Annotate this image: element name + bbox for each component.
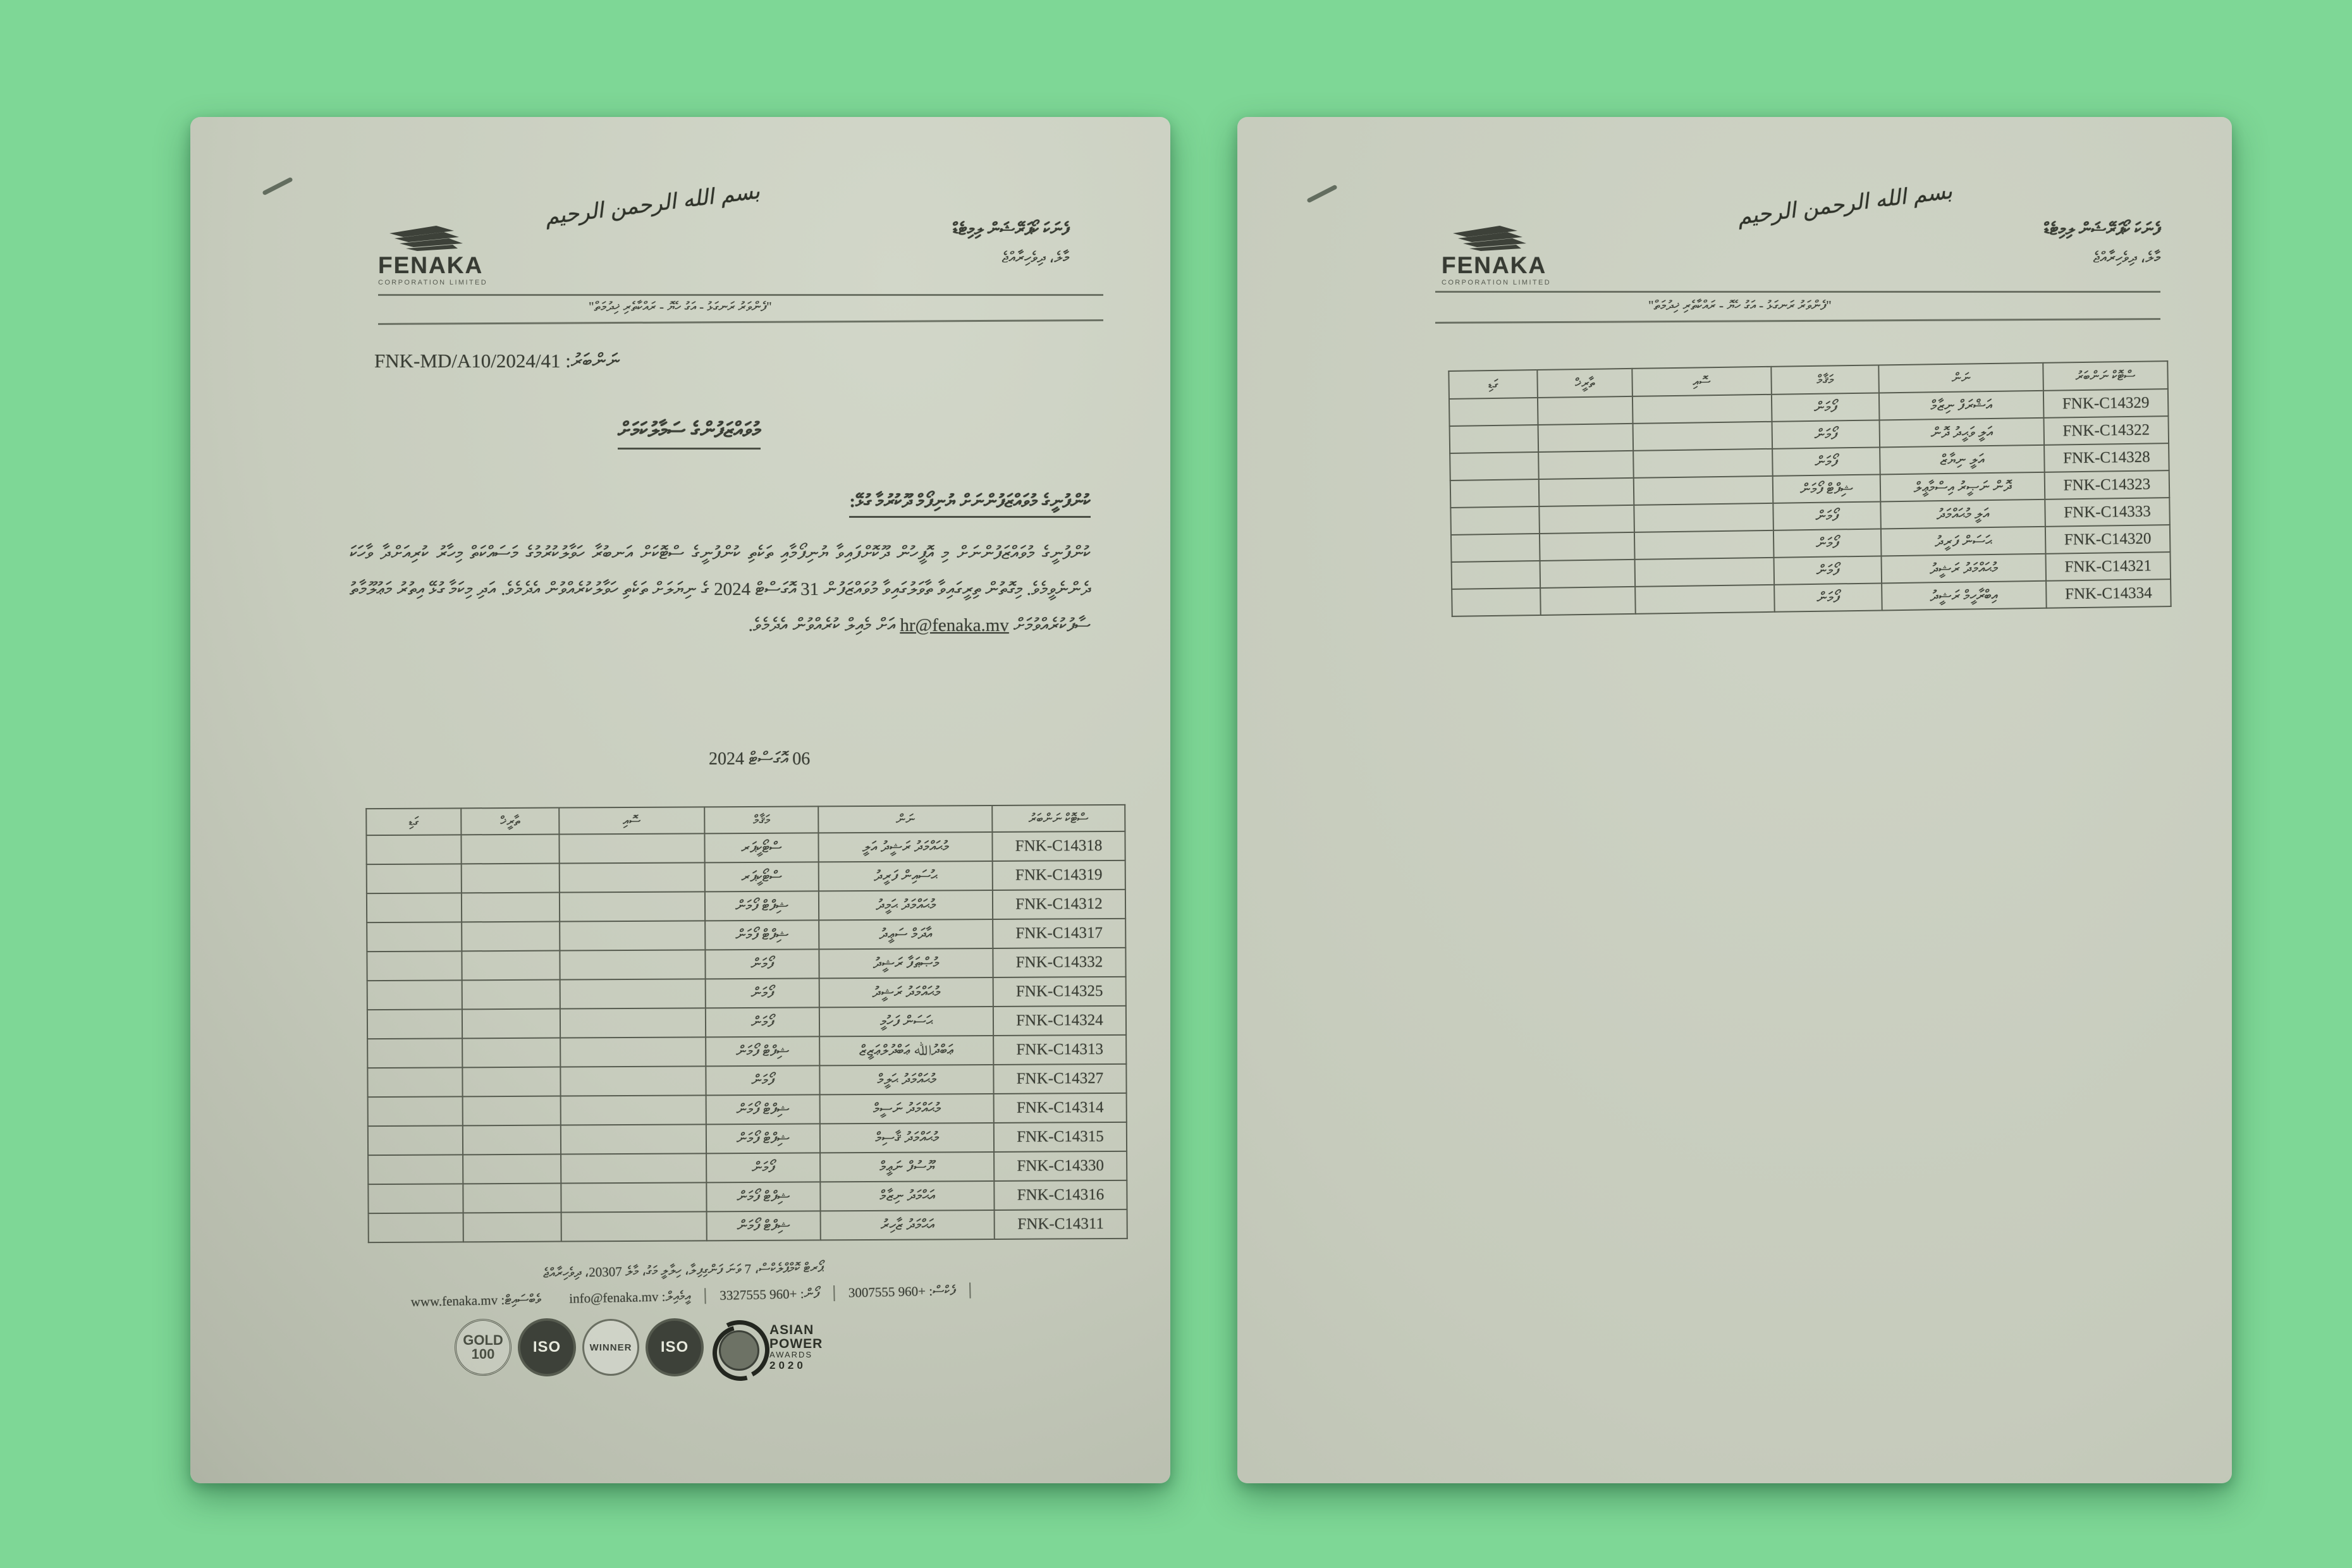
signature-cell (1632, 395, 1772, 424)
date-cell (1539, 478, 1634, 506)
stock-number-cell: FNK-C14320 (2045, 525, 2171, 554)
time-cell (367, 1067, 462, 1097)
date-cell (462, 922, 560, 952)
date-cell (463, 1096, 561, 1126)
iso-badge-2 (646, 1318, 704, 1376)
winner-label: WINNER (589, 1342, 632, 1353)
table-row (367, 1064, 1126, 1097)
name-cell: މުޙައްމަދު ޙަލީމް (819, 1065, 993, 1094)
time-cell (367, 1038, 462, 1068)
stock-table-page2 (1448, 360, 2171, 617)
name-cell: މުޙައްމަދު ޤާސިމް (820, 1123, 994, 1153)
asian-power-awards-logo (710, 1320, 823, 1375)
date-cell (1540, 532, 1635, 561)
date-cell (1539, 505, 1634, 534)
name-cell: އަޙްމަދު ނިޒާމް (820, 1181, 994, 1211)
name-cell: އަޙްމަދު ޒާހިރު (821, 1210, 995, 1240)
letterhead-right (804, 219, 1069, 267)
time-cell (366, 835, 461, 864)
time-cell (1450, 452, 1539, 481)
table-header-cell: ތާރީޚް (461, 808, 559, 835)
fenaka-logo-text: FENAKA (378, 252, 484, 278)
signature-cell (561, 1211, 707, 1241)
pen-mark (1306, 185, 1338, 204)
date-cell (1538, 396, 1633, 425)
footer-address: ޕޯރޓް ކޮމްޕްލެކްސް، 7 ވަނަ ފަންގިފިލާ، ހިލާލީ މަގު، މާލެ 20307، ދިވެހިރާއްޖެ (542, 1259, 824, 1281)
footer-contacts (304, 1280, 1063, 1312)
signature-cell (1635, 558, 1775, 587)
stock-number-cell: FNK-C14313 (993, 1035, 1126, 1065)
asian-power-globe-icon (710, 1320, 764, 1375)
fenaka-logo (378, 224, 498, 286)
header-rule-top (378, 294, 1103, 296)
position-cell: ސްޓޯކީޕަރ (705, 862, 819, 891)
stock-number-cell: FNK-C14333 (2045, 498, 2170, 527)
iso-label-2: ISO (660, 1338, 689, 1356)
date-cell (463, 1155, 561, 1184)
position-cell: ފޯމަން (1773, 501, 1881, 530)
company-city-thaana: މާލެ، ދިވެހިރާއްޖެ (1001, 250, 1069, 266)
date-cell (462, 1038, 560, 1068)
stock-number-cell: FNK-C14334 (2046, 579, 2171, 608)
name-cell: އަޝްރަފް ނިޒާމް (1879, 391, 2044, 420)
table-header-cell: މަޤާމް (1771, 365, 1879, 394)
time-cell (367, 1009, 462, 1039)
signature-cell (560, 1008, 706, 1038)
time-cell (1450, 479, 1540, 508)
signature-cell (560, 1037, 706, 1067)
signature-cell (1633, 422, 1773, 451)
scanned-page-2 (1237, 117, 2232, 1483)
table-header-cell: ގަޑި (1449, 370, 1538, 399)
signature-cell (560, 862, 705, 892)
signature-cell (560, 979, 706, 1008)
date-cell (462, 1067, 560, 1097)
date-cell (1538, 424, 1634, 452)
name-cell: ޢަބްދުﷲ ޢަބްދުލްޢަޒީޒް (819, 1036, 993, 1065)
table-body (1449, 389, 2171, 616)
gold-100-badge (455, 1319, 511, 1376)
fenaka-wing-icon (378, 224, 473, 254)
stock-number-cell: FNK-C14327 (993, 1064, 1126, 1094)
hr-email: hr@fenaka.mv (900, 615, 1009, 635)
name-cell: މުޙައްމަދު ޙަމީދު (819, 890, 993, 920)
signature-cell (561, 1124, 706, 1154)
signature-cell (559, 833, 704, 863)
table-row (367, 1035, 1126, 1068)
table-header-cell: ނަން (1878, 363, 2043, 393)
company-motto: "ފެންވަރު ރަނގަޅު - އަގު ހެޔޮ - ރައްކާތެރި ޚިދުމަތް" (1648, 298, 1832, 313)
time-cell (368, 1184, 463, 1213)
reference-label: ނަންބަރު: (565, 350, 620, 372)
table-row (367, 919, 1125, 952)
name-cell: އަލީ މުޙައްމަދު (1880, 499, 2045, 529)
table-header-cell: ސްޓޮކް ނަންބަރު (2043, 361, 2168, 391)
header-rule-bottom (1435, 318, 2160, 324)
stock-number-cell: FNK-C14318 (992, 831, 1125, 861)
company-motto: "ފެންވަރު ރަނގަޅު - އަގު ހެޔޮ - ރައްކާތެރި ޚިދުމަތް" (589, 299, 772, 314)
time-cell (1451, 534, 1540, 562)
time-cell (367, 980, 462, 1010)
date-cell (462, 980, 560, 1010)
iso-badge-1 (518, 1318, 576, 1376)
stock-number-cell: FNK-C14332 (993, 948, 1125, 977)
position-cell: ޝިފްޓް ފޯމަން (705, 920, 819, 950)
position-cell: ޝިފްޓް ފޯމަން (705, 891, 819, 921)
position-cell: ޝިފްޓް ފޯމަން (1773, 474, 1881, 503)
table-header-cell: ސޮއި (1632, 367, 1772, 396)
table-row (366, 831, 1125, 864)
footer-contact-item: ވެބްސައިޓް: www.fenaka.mv (410, 1291, 542, 1310)
table-header-cell: ނަން (818, 805, 992, 833)
pen-mark (262, 177, 293, 196)
time-cell (369, 1213, 463, 1242)
position-cell: ޝިފްޓް ފޯމަން (706, 1124, 820, 1153)
time-cell (1452, 588, 1541, 616)
stock-number-cell: FNK-C14316 (994, 1180, 1127, 1210)
company-name-thaana: ފެނަކަ ކޯޕަރޭޝަން ލިމިޓެޑް (952, 219, 1069, 238)
apa-line1: ASIAN (769, 1323, 814, 1338)
fenaka-logo (1442, 224, 1562, 286)
position-cell: ފޯމަން (1772, 393, 1880, 421)
reference-line (374, 350, 620, 373)
stock-number-cell: FNK-C14325 (993, 977, 1126, 1007)
signature-cell (1634, 476, 1773, 505)
name-cell: މުޙައްމަދު ނަސީމް (820, 1094, 994, 1124)
position-cell: ސްޓޯކީޕަރ (704, 833, 818, 862)
header-rule-bottom (378, 319, 1103, 325)
fenaka-logo-subtitle: CORPORATION LIMITED (378, 279, 488, 286)
name-cell: މުޞްޠަފާ ރަޝީދު (819, 948, 993, 978)
signature-cell (560, 891, 705, 921)
name-cell: އަލީ ވަޙީދު ދޮން (1879, 418, 2044, 448)
date-cell (1540, 587, 1636, 615)
apa-year: 2020 (769, 1359, 806, 1372)
stock-number-cell: FNK-C14311 (995, 1210, 1127, 1239)
signature-cell (560, 950, 705, 979)
signature-cell (1635, 585, 1775, 614)
table-row (368, 1122, 1127, 1155)
stock-number-cell: FNK-C14330 (994, 1151, 1127, 1181)
table-header-cell: ގަޑި (366, 808, 461, 835)
fenaka-wing-icon (1442, 224, 1536, 254)
header-rule-top (1435, 291, 2160, 293)
letterhead-right (1895, 219, 2160, 267)
position-cell: ފޯމަން (1774, 583, 1882, 611)
time-cell (367, 951, 462, 981)
position-cell: ފޯމަން (1772, 420, 1880, 448)
position-cell: ފޯމަން (1773, 529, 1882, 557)
bismillah-calligraphy: بسم الله الرحمن الرحيم (543, 178, 761, 230)
table-row (367, 890, 1125, 922)
footer (303, 1254, 1063, 1312)
stock-number-cell: FNK-C14323 (2045, 470, 2170, 499)
body-text-1: ކުންފުނީގެ މުވައްޒަފުންނަށް މި އޮފީހުން ދޫކޮށްފައިވާ ޔުނިފޯމާއި ތަކެތި ކުންފުނީގެ ސްޓޮކަށް އަނބުރާ ހަވާލުކުރުމުގެ މަސައްކަތް މިހާރު ކުރިއަށްދާ ވާހަކަ ދެންނެވީމެވެ. މިގޮތުން ތިރީގައިވާ ތާވަލުގައިވާ މުވައްޒަފުން 31 އޮގަސްޓް 2024 ގެ ނިޔަލަށް ތަކެތި ހަވާލުކުރެއްވުން އެދެމެވެ. އަދި މިކަމާ ގުޅޭ އިތުރު މަޢުލޫމާތު ސާފުކުރެއްވުމަށް (350, 543, 1091, 635)
time-cell (367, 922, 462, 952)
position-cell: ފޯމަން (1774, 556, 1882, 584)
signature-cell (561, 1182, 706, 1212)
stock-number-cell: FNK-C14328 (2044, 443, 2169, 472)
date-cell (463, 1125, 561, 1155)
name-cell: ޙުސައިން ފަރީދު (819, 861, 993, 891)
date-cell (461, 835, 559, 864)
time-cell (368, 1155, 463, 1184)
stock-number-cell: FNK-C14319 (993, 861, 1125, 890)
table-header-cell: މަޤާމް (704, 806, 818, 833)
body-text-2: އަށް މެއިލް ކުރެއްވުން އެދެމެވެ. (748, 615, 896, 635)
position-cell: ފޯމަން (706, 1007, 819, 1037)
position-cell: ފޯމަން (706, 1065, 819, 1095)
footer-contact-item: ފޯން: +960 3327555 (706, 1285, 835, 1304)
document-date: 06 އޮގަސްޓް 2024 (709, 749, 811, 769)
stock-number-cell: FNK-C14324 (993, 1006, 1126, 1036)
table-row (367, 948, 1125, 981)
stock-number-cell: FNK-C14314 (994, 1093, 1127, 1123)
position-cell: ޝިފްޓް ފޯމަން (706, 1182, 820, 1211)
time-cell (1450, 506, 1540, 535)
position-cell: ފޯމަން (1772, 447, 1880, 475)
stock-number-cell: FNK-C14329 (2043, 389, 2169, 418)
bismillah-calligraphy: بسم الله الرحمن الرحيم (1736, 178, 1954, 230)
name-cell: ޙަސަން ފަހުމީ (819, 1007, 993, 1036)
table-row (368, 1093, 1127, 1126)
table-header-cell: ސޮއި (559, 807, 704, 834)
position-cell: ފޯމަން (706, 978, 819, 1008)
name-cell: ޔޫސުފް ނަޢީމް (820, 1152, 994, 1182)
date-cell (462, 951, 560, 981)
reference-number: FNK-MD/A10/2024/41 (374, 350, 561, 372)
table-row (369, 1210, 1127, 1242)
name-cell: އަލީ ނިޔާޒް (1880, 445, 2045, 475)
name-cell: މުޙައްމަދު ރަޝީދު (819, 977, 993, 1007)
date-cell (463, 1213, 561, 1242)
name-cell: ޙަސަން ފަރީދު (1881, 527, 2046, 556)
company-name-thaana: ފެނަކަ ކޯޕަރޭޝަން ލިމިޓެޑް (2043, 219, 2160, 238)
table-header-row (366, 805, 1125, 835)
time-cell (368, 1125, 463, 1155)
time-cell (1450, 425, 1539, 453)
table-row (367, 861, 1125, 893)
table-header-cell: ތާރީޚް (1537, 369, 1632, 398)
signature-cell (1634, 503, 1773, 532)
footer-contact-item: އީމެއިލް: info@fenaka.mv (555, 1288, 706, 1307)
signature-cell (560, 1066, 706, 1096)
position-cell: ޝިފްޓް ފޯމަން (707, 1211, 821, 1240)
scanned-page-1 (190, 117, 1170, 1483)
time-cell (1452, 561, 1541, 589)
table-row (368, 1180, 1127, 1213)
award-badges (455, 1318, 823, 1376)
winner-badge (582, 1319, 639, 1376)
table-header-cell: ސްޓޮކް ނަންބަރު (992, 805, 1125, 832)
table-row (367, 977, 1126, 1010)
subject-line: ކުންފުނީގެ މުވައްޒަފުންނަށް ޔުނިފޯމް ދޫކުރުމާ ގުޅޭ: (849, 491, 1091, 518)
fenaka-logo-text: FENAKA (1442, 252, 1547, 278)
time-cell (367, 893, 462, 922)
stock-number-cell: FNK-C14317 (993, 919, 1125, 948)
date-cell (1540, 560, 1636, 588)
document-title: މުވައްޒަފުންގެ ސަމާލުކަމަށް (618, 419, 761, 450)
gold-100-label-bottom: 100 (471, 1346, 495, 1362)
stock-number-cell: FNK-C14312 (993, 890, 1125, 919)
apa-line3: AWARDS (769, 1350, 813, 1360)
stock-number-cell: FNK-C14322 (2043, 416, 2169, 445)
footer-contact-item: ފެކްސް: +960 3007555 (835, 1282, 971, 1301)
time-cell (367, 864, 462, 893)
stock-table-page1 (365, 804, 1128, 1243)
signature-cell (561, 1095, 706, 1125)
name-cell: މުޙައްމަދު ރަޝީދު (1881, 554, 2046, 584)
body-paragraph (350, 536, 1091, 644)
date-cell (462, 893, 560, 922)
position-cell: ޝިފްޓް ފޯމަން (706, 1036, 819, 1066)
name-cell: އިބްރާހީމް ރަޝީދު (1882, 581, 2047, 611)
stock-number-cell: FNK-C14321 (2045, 552, 2171, 581)
company-city-thaana: މާލެ، ދިވެހިރާއްޖެ (2093, 250, 2160, 266)
signature-cell (561, 1153, 706, 1183)
date-cell (1538, 451, 1634, 479)
time-cell (368, 1096, 463, 1126)
table-row (368, 1151, 1127, 1184)
iso-label-1: ISO (532, 1338, 561, 1356)
name-cell: ދޮން ނަޞީރު އިސްމާޢީލް (1880, 472, 2045, 502)
signature-cell (560, 921, 705, 950)
name-cell: އާދަމް ސަޢީދު (819, 919, 993, 949)
date-cell (462, 1009, 560, 1039)
date-cell (462, 864, 560, 893)
apa-line2: POWER (769, 1336, 823, 1351)
table-row (367, 1006, 1126, 1039)
position-cell: ފޯމަން (705, 949, 819, 979)
time-cell (1449, 398, 1538, 426)
date-cell (463, 1184, 561, 1213)
gold-100-label-top: GOLD (463, 1332, 503, 1348)
table-body (366, 831, 1127, 1242)
name-cell: މުޙައްމަދު ރަޝީދު އަލީ (818, 832, 992, 862)
position-cell: ޝިފްޓް ފޯމަން (706, 1094, 820, 1124)
fenaka-logo-subtitle: CORPORATION LIMITED (1442, 279, 1552, 286)
signature-cell (1634, 530, 1774, 560)
signature-cell (1633, 449, 1773, 478)
position-cell: ފޯމަން (706, 1153, 820, 1182)
stock-number-cell: FNK-C14315 (994, 1122, 1127, 1152)
